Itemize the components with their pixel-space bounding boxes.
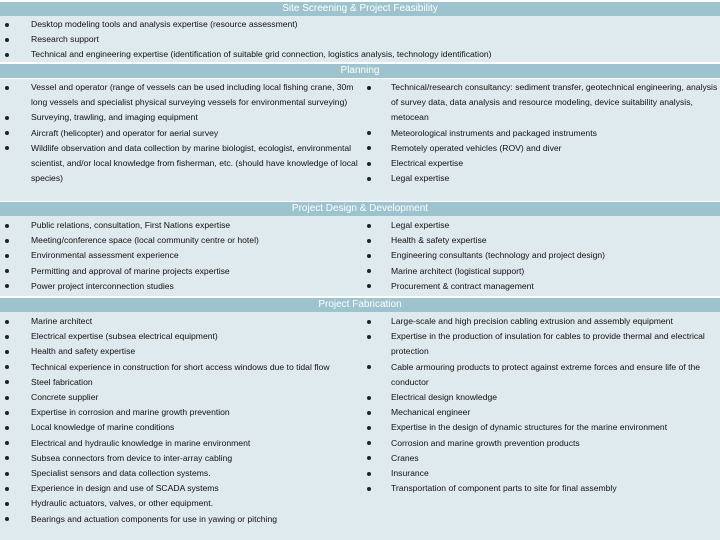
- list-item: [360, 264, 720, 279]
- item-text: Meeting/conference space (local community centre or hotel): [31, 235, 259, 246]
- item-text: Insurance: [391, 468, 429, 479]
- bullet-icon: [367, 224, 371, 228]
- item-text: Steel fabrication: [31, 376, 93, 387]
- section-body-planning: [0, 79, 720, 201]
- list-item: [0, 17, 711, 32]
- section-body-design-development: [0, 216, 720, 296]
- list-item: [0, 390, 359, 405]
- bullet-icon: [367, 320, 371, 324]
- fabrication-left-list: [0, 314, 359, 527]
- list-item: [360, 466, 720, 481]
- bullet-icon: [5, 441, 9, 445]
- list-item: [0, 141, 359, 187]
- list-item: [0, 264, 359, 279]
- section-body-fabrication: [0, 312, 720, 540]
- planning-left-list: [0, 80, 359, 186]
- item-text: Hydraulic actuators, valves, or other equipment.: [31, 498, 213, 509]
- bullet-icon: [5, 502, 9, 506]
- item-text: Research support: [31, 34, 99, 45]
- item-text: Local knowledge of marine conditions: [31, 422, 175, 433]
- list-item: [360, 481, 720, 496]
- bullet-icon: [5, 335, 9, 339]
- list-item: [0, 110, 359, 125]
- list-item: [0, 420, 359, 435]
- item-text: Specialist sensors and data collection systems.: [31, 468, 211, 479]
- planning-right-list: [360, 80, 720, 186]
- bullet-icon: [367, 335, 371, 339]
- bullet-icon: [5, 86, 9, 90]
- bullet-icon: [367, 269, 371, 273]
- list-item: [0, 32, 711, 47]
- item-text: Technical and engineering expertise (identification of suitable grid connection, logistics analysis, technology identification): [31, 49, 492, 60]
- site-screening-list: [0, 17, 700, 63]
- item-text: Public relations, consultation, First Nations expertise: [31, 220, 231, 230]
- list-item: [360, 420, 720, 435]
- list-item: [0, 375, 359, 390]
- list-item: [0, 126, 359, 141]
- section-header-fabrication: Project Fabrication: [0, 298, 720, 312]
- item-text: Vessel and operator (range of vessels can be used including local fishing crane, 30m long vessels and specialist physical surveying vessels for environmental surveying): [31, 82, 354, 108]
- bullet-icon: [367, 456, 371, 460]
- bullet-icon: [5, 456, 9, 460]
- bullet-icon: [5, 487, 9, 491]
- list-item: [0, 218, 359, 233]
- list-item: [360, 279, 720, 294]
- item-text: Marine architect (logistical support): [391, 265, 525, 276]
- list-item: [360, 314, 720, 329]
- list-item: [360, 233, 720, 248]
- bullet-icon: [5, 239, 9, 243]
- list-item: [360, 218, 720, 233]
- bullet-icon: [5, 254, 9, 258]
- list-item: [360, 126, 720, 141]
- list-item: [360, 405, 720, 420]
- design-right-list: [360, 218, 720, 294]
- item-text: Meteorological instruments and packaged instruments: [391, 127, 597, 138]
- item-text: Health and safety expertise: [31, 346, 136, 357]
- item-text: Power project interconnection studies: [31, 280, 174, 291]
- bullet-icon: [5, 38, 9, 42]
- item-text: Expertise in the production of insulation for cables to provide thermal and electrical protection: [391, 331, 705, 357]
- list-item: [360, 360, 720, 390]
- item-text: Expertise in corrosion and marine growth prevention: [31, 407, 230, 418]
- list-item: [0, 481, 359, 496]
- list-item: [360, 80, 720, 126]
- list-item: [360, 156, 720, 171]
- bullet-icon: [367, 441, 371, 445]
- item-text: Electrical expertise (subsea electrical equipment): [31, 331, 218, 342]
- list-item: [0, 344, 359, 359]
- item-text: Health & safety expertise: [391, 235, 487, 246]
- list-item: [0, 360, 359, 375]
- bullet-icon: [367, 365, 371, 369]
- list-item: [360, 248, 720, 263]
- item-text: Mechanical engineer: [391, 407, 471, 418]
- bullet-icon: [5, 380, 9, 384]
- bullet-icon: [5, 320, 9, 324]
- item-text: Electrical and hydraulic knowledge in marine environment: [31, 437, 251, 448]
- list-item: [0, 248, 359, 263]
- item-text: Concrete supplier: [31, 392, 99, 403]
- bullet-icon: [5, 365, 9, 369]
- bullet-icon: [5, 131, 9, 135]
- section-header-site-screening: Site Screening & Project Feasibility: [0, 2, 720, 16]
- list-item: [0, 512, 359, 527]
- item-text: Transportation of component parts to site for final assembly: [391, 483, 617, 494]
- item-text: Surveying, trawling, and imaging equipment: [31, 112, 198, 123]
- bullet-icon: [5, 472, 9, 476]
- bullet-icon: [5, 269, 9, 273]
- bullet-icon: [5, 146, 9, 150]
- item-text: Electrical expertise: [391, 158, 464, 169]
- list-item: [0, 47, 711, 62]
- section-body-site-screening: [0, 16, 720, 62]
- list-item: [360, 451, 720, 466]
- bullet-icon: [367, 162, 371, 166]
- list-item: [0, 466, 359, 481]
- bullet-icon: [5, 116, 9, 120]
- list-item: [360, 141, 720, 156]
- list-item: [360, 436, 720, 451]
- item-text: Cable armouring products to protect against extreme forces and ensure life of the conductor: [391, 361, 701, 387]
- bullet-icon: [5, 224, 9, 228]
- item-text: Procurement & contract management: [391, 280, 534, 291]
- list-item: [0, 451, 359, 466]
- item-text: Expertise in the design of dynamic structures for the marine environment: [391, 422, 668, 433]
- design-left-list: [0, 218, 359, 294]
- list-item: [0, 233, 359, 248]
- list-item: [0, 80, 359, 110]
- bullet-icon: [5, 411, 9, 415]
- list-item: [0, 314, 359, 329]
- bullet-icon: [367, 86, 371, 90]
- bullet-icon: [367, 131, 371, 135]
- list-item: [0, 329, 359, 344]
- item-text: Aircraft (helicopter) and operator for aerial survey: [31, 127, 219, 138]
- item-text: Experience in design and use of SCADA systems: [31, 483, 219, 494]
- item-text: Technical experience in construction for short access windows due to tidal flow: [31, 361, 330, 372]
- bullet-icon: [5, 284, 9, 288]
- bullet-icon: [367, 396, 371, 400]
- item-text: Electrical design knowledge: [391, 392, 498, 403]
- bullet-icon: [367, 411, 371, 415]
- section-header-design-development: Project Design & Development: [0, 202, 720, 216]
- item-text: Corrosion and marine growth prevention products: [391, 437, 580, 448]
- list-item: [0, 405, 359, 420]
- list-item: [360, 171, 720, 186]
- list-item: [0, 436, 359, 451]
- item-text: Marine architect: [31, 316, 93, 326]
- item-text: Permitting and approval of marine projects expertise: [31, 265, 230, 276]
- bullet-icon: [367, 284, 371, 288]
- list-item: [360, 329, 720, 359]
- bullet-icon: [5, 23, 9, 27]
- bullet-icon: [5, 53, 9, 57]
- bullet-icon: [367, 239, 371, 243]
- item-text: Wildlife observation and data collection by marine biologist, ecologist, environmental scientist, and/or local knowledge from fisherman, etc. (should have knowledge of local species): [31, 142, 358, 184]
- list-item: [360, 390, 720, 405]
- item-text: Desktop modeling tools and analysis expertise (resource assessment): [31, 19, 298, 29]
- bullet-icon: [5, 517, 9, 521]
- bullet-icon: [367, 254, 371, 258]
- bullet-icon: [5, 350, 9, 354]
- fabrication-right-list: [360, 314, 720, 496]
- item-text: Legal expertise: [391, 220, 450, 230]
- item-text: Technical/research consultancy: sediment transfer, geotechnical engineering, analysis of survey data, data analysis and resource modeling, device suitability analysis, metocean: [391, 82, 718, 123]
- bullet-icon: [367, 487, 371, 491]
- item-text: Bearings and actuation components for use in yawing or pitching: [31, 513, 278, 524]
- bullet-icon: [5, 426, 9, 430]
- item-text: Legal expertise: [391, 173, 450, 184]
- bullet-icon: [367, 472, 371, 476]
- item-text: Subsea connectors from device to inter-array cabling: [31, 452, 233, 463]
- bullet-icon: [367, 177, 371, 181]
- item-text: Large-scale and high precision cabling extrusion and assembly equipment: [391, 316, 673, 326]
- bullet-icon: [367, 426, 371, 430]
- item-text: Remotely operated vehicles (ROV) and diver: [391, 142, 562, 153]
- list-item: [0, 496, 359, 511]
- item-text: Engineering consultants (technology and project design): [391, 250, 606, 261]
- item-text: Cranes: [391, 452, 419, 463]
- item-text: Environmental assessment experience: [31, 250, 179, 261]
- bullet-icon: [367, 146, 371, 150]
- section-header-planning: Planning: [0, 64, 720, 78]
- bullet-icon: [5, 396, 9, 400]
- list-item: [0, 279, 359, 294]
